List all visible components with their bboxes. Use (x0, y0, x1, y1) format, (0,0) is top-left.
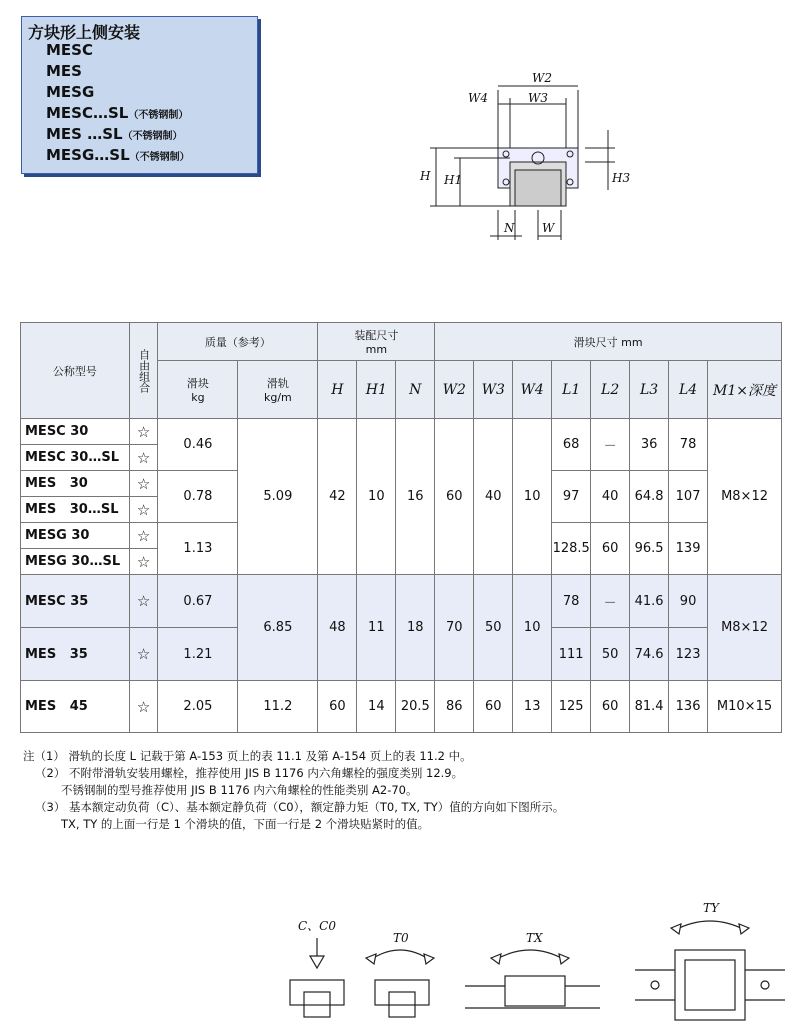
header-block-mass: 滑块 kg (158, 361, 238, 419)
title-box (21, 16, 258, 174)
header-l2: L2 (591, 361, 630, 419)
model-line: MESG (46, 83, 95, 101)
model-line: MES (46, 62, 82, 80)
header-h: H (318, 361, 357, 419)
model-line: MES …SL（不锈钢制） (46, 125, 183, 143)
model-line: MESG…SL（不锈钢制） (46, 146, 190, 164)
table-row: MES 30 (21, 471, 130, 497)
label-n: N (504, 221, 515, 235)
table-row: MESC 35 (21, 575, 130, 628)
header-model: 公称型号 (21, 323, 130, 419)
dimension-drawing (410, 70, 630, 250)
table-row: MESG 30 (21, 523, 130, 549)
header-assembly-dims: 装配尺寸 mm (318, 323, 435, 361)
model-line: MESC…SL（不锈钢制） (46, 104, 189, 122)
note-3: （3） 基本额定动负荷（C）、基本额定静负荷（C0），额定静力矩（T0, TX, TY）值的方向如下图所示。 (35, 800, 565, 814)
header-l1: L1 (552, 361, 591, 419)
model-line: MESC (46, 41, 93, 59)
section-title: 方块形上侧安装 (28, 23, 141, 42)
header-l4: L4 (669, 361, 708, 419)
header-rail-mass: 滑轨 kg/m (238, 361, 318, 419)
label-w4: W4 (468, 91, 488, 105)
note-2b: 不锈钢制的型号推荐使用 JIS B 1176 内六角螺栓的性能类别 A2-70。 (61, 783, 418, 797)
note-3b: TX, TY 的上面一行是 1 个滑块的值，下面一行是 2 个滑块贴紧时的值。 (61, 817, 430, 831)
header-w3: W3 (474, 361, 513, 419)
table-row: MESC 30 (21, 419, 130, 445)
header-w4: W4 (513, 361, 552, 419)
header-n: N (396, 361, 435, 419)
label-w3: W3 (528, 91, 548, 105)
table-row: MESC 30…SL (21, 445, 130, 471)
label-w2: W2 (532, 71, 552, 85)
note-1: 注（1） 滑轨的长度 L 记载于第 A-153 页上的表 11.1 及第 A-154 页上的表 11.2 中。 (23, 749, 472, 763)
label-w: W (542, 221, 555, 235)
spec-table: 公称型号 自由组合 质量（参考） 装配尺寸 mm 滑块尺寸 mm 滑块 kg 滑轨 kg/m H H1 N W2 W3 W4 L1 L2 L3 L4 M1×深度 MESC 30 ☆ 0.46 5.09 42 10 16 60 40 10 68 － 36 78 M8×12 MESC 30…SL ☆ MES 30 ☆ 0.78 97 40 64.8 107 MES 30…SL ☆ MESG 30 ☆ 1.13 128.5 60 96.5 139 MESG 30…SL ☆ MESC 35 ☆ 0.67 6.85 48 11 18 70 50 10 78 － 41.6 90 M8×12 MES 35 ☆ 1.21 111 50 74.6 123 MES 45 ☆ 2.05 11.2 60 14 20.5 86 60 13 125 60 81.4 136 M10×15 (20, 322, 782, 733)
header-block-dims: 滑块尺寸 mm (435, 323, 782, 361)
table-row: MES 35 (21, 628, 130, 681)
header-h1: H1 (357, 361, 396, 419)
header-m1: M1×深度 (708, 361, 782, 419)
header-assembly: 自由组合 (129, 323, 158, 419)
header-l3: L3 (630, 361, 669, 419)
label-h1: H1 (444, 173, 463, 187)
header-mass: 质量（参考） (158, 323, 318, 361)
label-c-c0: C、C0 (298, 919, 336, 933)
label-h: H (420, 169, 431, 183)
label-t0: T0 (393, 931, 409, 945)
footnotes (23, 748, 564, 833)
header-w2: W2 (435, 361, 474, 419)
load-direction-diagram (280, 900, 800, 1025)
label-tx: TX (526, 931, 543, 945)
label-h3: H3 (612, 171, 630, 185)
table-row: MES 45 (21, 681, 130, 733)
note-2: （2） 不附带滑轨安装用螺栓，推荐使用 JIS B 1176 内六角螺栓的强度类别 12.9。 (35, 766, 464, 780)
table-row: MESG 30…SL (21, 549, 130, 575)
table-row: MES 30…SL (21, 497, 130, 523)
label-ty: TY (703, 901, 719, 915)
